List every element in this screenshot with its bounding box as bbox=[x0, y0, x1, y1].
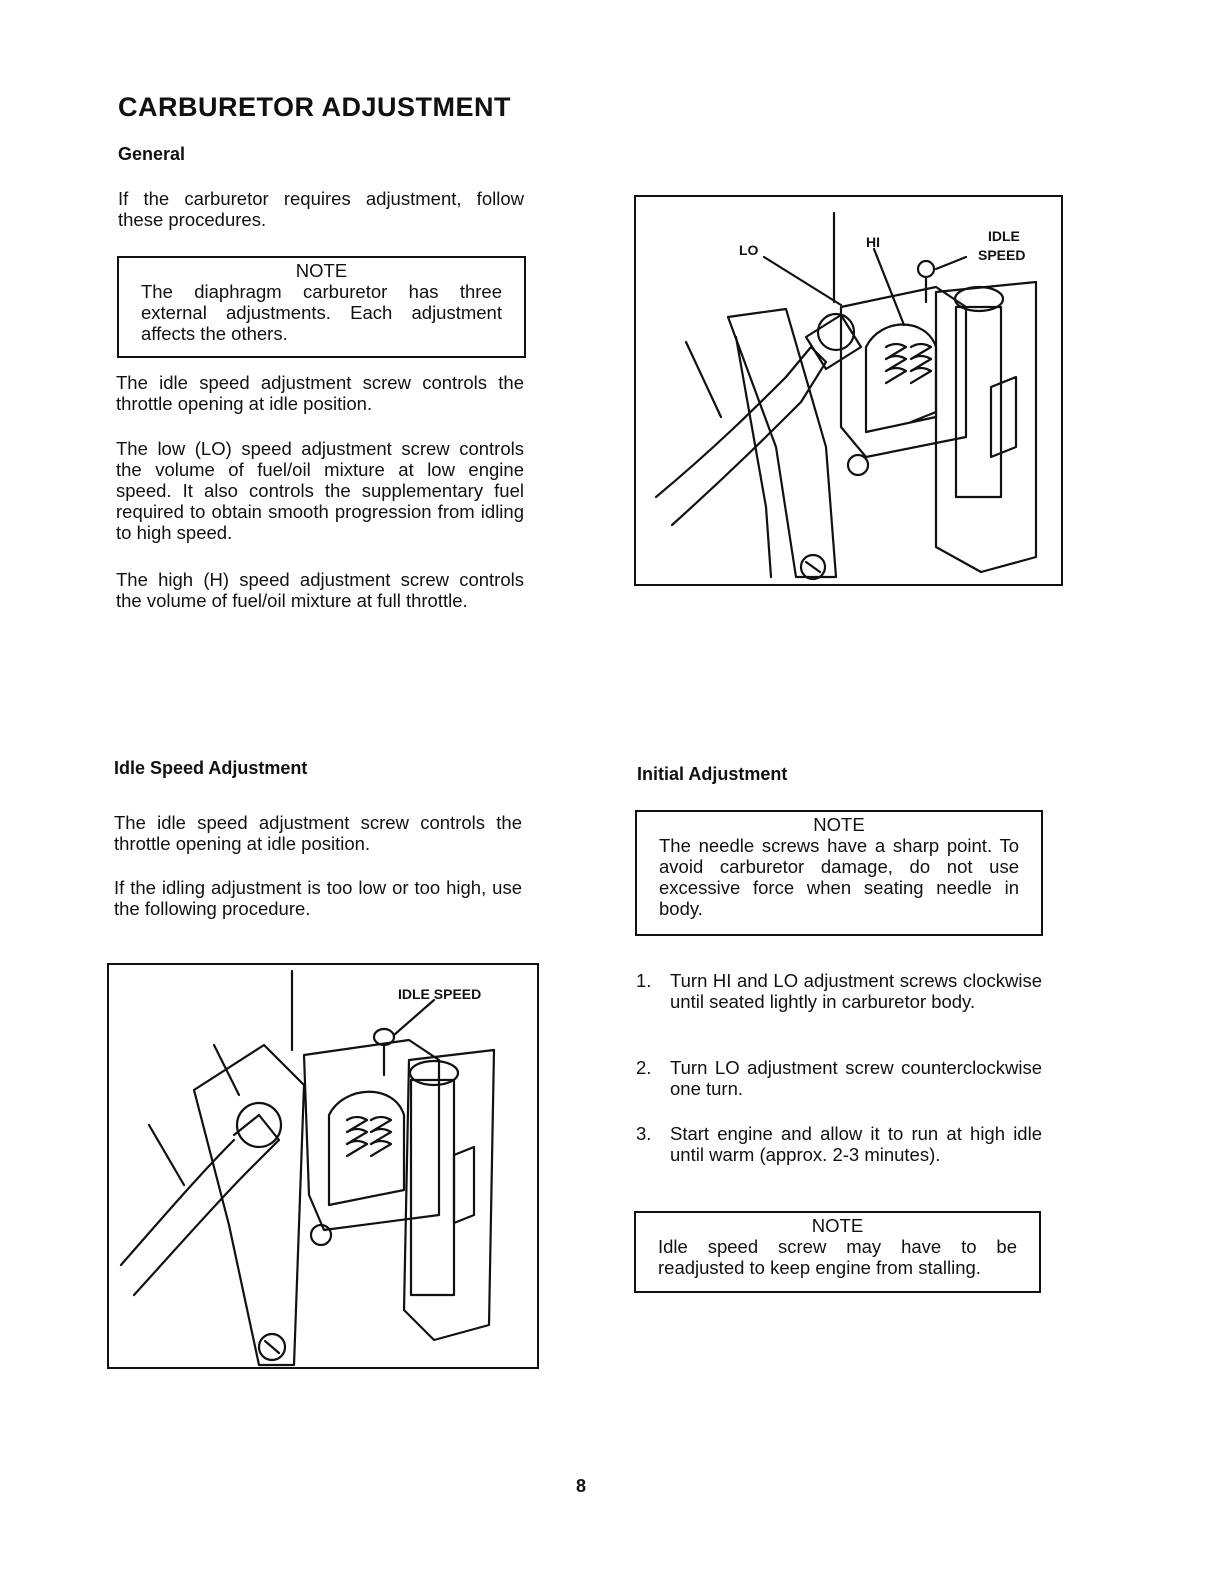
note-body: The needle screws have a sharp point. To avoid carburetor damage, do not use excessive force when seating needle in body. bbox=[659, 835, 1019, 919]
note-body: Idle speed screw may have to be readjusted to keep engine from stalling. bbox=[658, 1236, 1017, 1278]
idle-paragraph-2: If the idling adjustment is too low or too high, use the following procedure. bbox=[114, 877, 522, 919]
lo-screw-paragraph: The low (LO) speed adjustment screw controls the volume of fuel/oil mixture at low engine speed. It also controls the supplementary fuel required to obtain smooth progression from idling to high speed. bbox=[116, 438, 524, 543]
idle-speed-heading: Idle Speed Adjustment bbox=[114, 758, 308, 778]
idle-paragraph-1: The idle speed adjustment screw controls the throttle opening at idle position. bbox=[114, 812, 522, 854]
carburetor-figure-top bbox=[634, 195, 1063, 586]
step-number: 1. bbox=[636, 970, 652, 991]
idle-note-box bbox=[634, 1211, 1041, 1293]
idle-screw-paragraph: The idle speed adjustment screw controls the throttle opening at idle position. bbox=[116, 372, 524, 414]
step-number: 2. bbox=[636, 1057, 652, 1078]
step-text: Turn LO adjustment screw counterclockwise one turn. bbox=[670, 1057, 1042, 1099]
label-idle: IDLE bbox=[988, 228, 1020, 244]
step-text: Start engine and allow it to run at high idle until warm (approx. 2-3 minutes). bbox=[670, 1123, 1042, 1165]
note-title: NOTE bbox=[811, 1215, 864, 1236]
carburetor-illustration-top bbox=[636, 197, 1061, 584]
initial-adjustment-heading: Initial Adjustment bbox=[637, 764, 788, 784]
hi-screw-paragraph: The high (H) speed adjustment screw controls the volume of fuel/oil mixture at full throttle. bbox=[116, 569, 524, 611]
note-title: NOTE bbox=[295, 260, 348, 281]
general-heading: General bbox=[118, 144, 186, 164]
general-intro: If the carburetor requires adjustment, follow these procedures. bbox=[118, 188, 524, 230]
label-idle-speed: IDLE SPEED bbox=[398, 986, 482, 1002]
page-number: 8 bbox=[576, 1476, 587, 1496]
carburetor-illustration-bottom bbox=[109, 965, 537, 1367]
step-3 bbox=[636, 1123, 1042, 1167]
carburetor-figure-bottom bbox=[107, 963, 539, 1369]
note-body: The diaphragm carburetor has three external adjustments. Each adjustment affects the others. bbox=[141, 281, 502, 344]
step-2 bbox=[636, 1057, 1042, 1101]
step-number: 3. bbox=[636, 1123, 652, 1144]
step-text: Turn HI and LO adjustment screws clockwise until seated lightly in carburetor body. bbox=[670, 970, 1042, 1012]
label-speed: SPEED bbox=[978, 247, 1026, 263]
general-note-box bbox=[117, 256, 526, 358]
note-title: NOTE bbox=[813, 814, 865, 835]
label-lo: LO bbox=[739, 242, 759, 258]
label-hi: HI bbox=[866, 234, 880, 250]
initial-note-box bbox=[635, 810, 1043, 936]
page-title: CARBURETOR ADJUSTMENT bbox=[118, 92, 512, 122]
step-1 bbox=[636, 970, 1042, 1036]
